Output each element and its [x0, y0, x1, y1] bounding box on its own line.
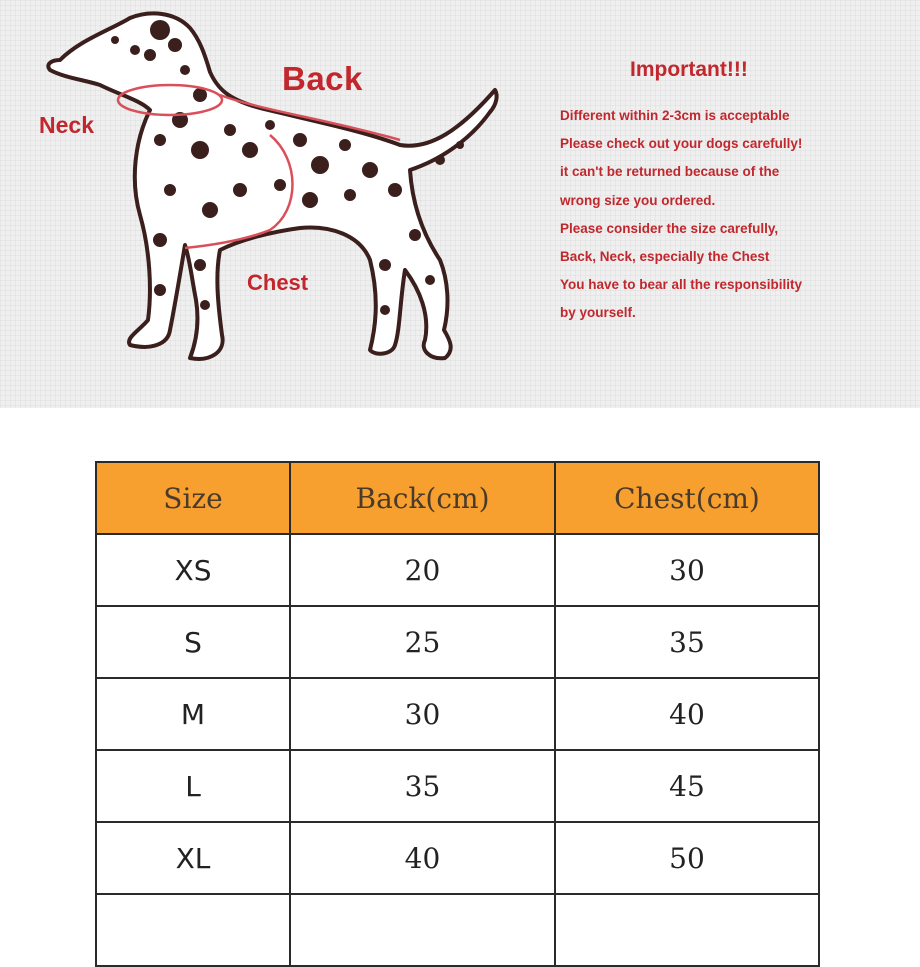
chest-label: Chest	[247, 270, 309, 295]
size-cell: M	[96, 678, 290, 750]
table-row	[96, 678, 819, 750]
table-header-row	[96, 462, 819, 534]
chest-cell: 50	[555, 822, 819, 894]
header-chest: Chest(cm)	[555, 462, 819, 534]
chest-cell: 40	[555, 678, 819, 750]
chest-cell: 45	[555, 750, 819, 822]
chest-cell: 35	[555, 606, 819, 678]
size-chart-table	[95, 461, 820, 967]
important-notice	[560, 58, 910, 334]
empty-cell	[290, 894, 555, 966]
table-row	[96, 606, 819, 678]
notice-line: You have to bear all the responsibility	[560, 277, 803, 293]
notice-line: it can't be returned because of the	[560, 164, 780, 180]
empty-cell	[555, 894, 819, 966]
notice-line: wrong size you ordered.	[560, 192, 716, 208]
notice-line: Please check out your dogs carefully!	[560, 136, 803, 152]
measurement-guide-panel	[0, 0, 920, 408]
notice-title: Important!!!	[630, 58, 748, 81]
notice-line: Please consider the size carefully,	[560, 220, 779, 236]
back-cell: 35	[290, 750, 555, 822]
empty-cell	[96, 894, 290, 966]
size-cell: XL	[96, 822, 290, 894]
dog-silhouette	[48, 13, 496, 358]
notice-line: Different within 2-3cm is acceptable	[560, 108, 790, 123]
size-cell: XS	[96, 534, 290, 606]
table-row	[96, 894, 819, 966]
size-cell: S	[96, 606, 290, 678]
back-cell: 40	[290, 822, 555, 894]
table-row	[96, 822, 819, 894]
neck-label: Neck	[39, 112, 94, 138]
size-cell: L	[96, 750, 290, 822]
table-row	[96, 750, 819, 822]
table-row	[96, 534, 819, 606]
header-back: Back(cm)	[290, 462, 555, 534]
header-size: Size	[96, 462, 290, 534]
notice-line: Back, Neck, especially the Chest	[560, 248, 770, 264]
back-cell: 30	[290, 678, 555, 750]
notice-line: by yourself.	[560, 305, 636, 321]
back-cell: 25	[290, 606, 555, 678]
back-cell: 20	[290, 534, 555, 606]
dalmatian-measurement-illustration	[0, 0, 560, 408]
back-label: Back	[282, 60, 363, 97]
chest-cell: 30	[555, 534, 819, 606]
